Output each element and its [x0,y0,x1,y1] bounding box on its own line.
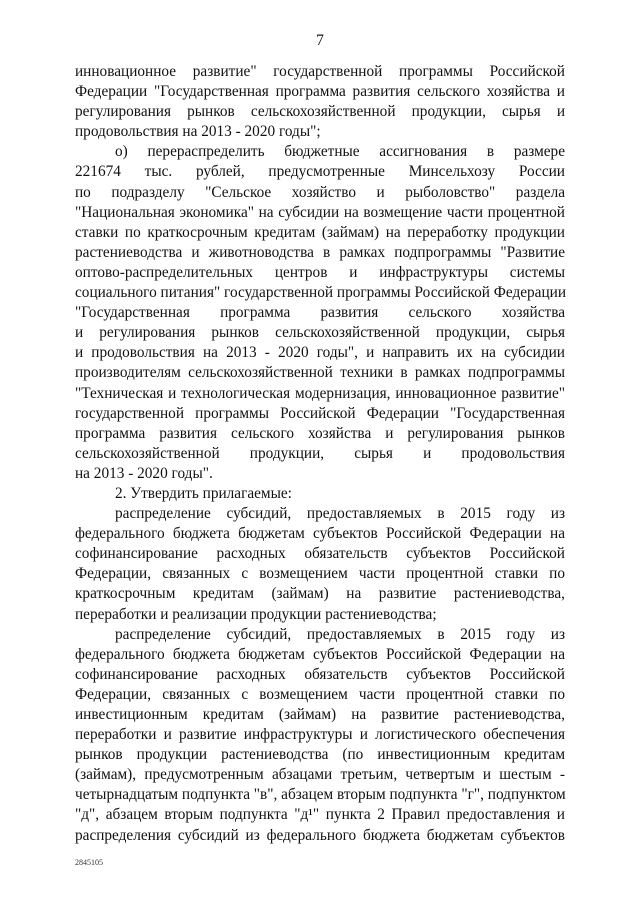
text-line: инвестиционным кредитам (займам) на развитие растениеводства, [75,706,565,723]
text-line: софинансирование расходных обязательств субъектов Российской [75,665,565,683]
text-line: рынков продукции растениеводства (по инвестиционным кредитам [75,746,565,764]
text-line: распределения субсидий из федерального бюджета бюджетам субъектов [75,826,565,844]
text-line: Федерации, связанных с возмещением части процентной ставки по [75,685,565,703]
text-line: растениеводства и животноводства в рамках подпрограммы "Развитие [75,243,565,261]
text-line: федерального бюджета бюджетам субъектов Российской Федерации на [75,645,565,663]
document-id: 2845105 [75,858,103,867]
text-line: федерального бюджета бюджетам субъектов Российской Федерации на [75,525,565,543]
text-line: социального питания" государственной программы Российской Федерации [75,284,567,302]
text-line: сельскохозяйственной продукции, сырья и продовольствия [75,444,565,462]
text-line: инновационное развитие" государственной программы Российской [75,63,565,80]
text-line: распределение субсидий, предоставляемых в 2015 году из [115,505,565,523]
text-line: ставки по краткосрочным кредитам (займам) на переработку продукции [75,223,565,241]
text-line: "Национальная экономика" на субсидии на возмещение части процентной [75,203,565,221]
text-line: о) перераспределить бюджетные ассигнования в размере [115,143,565,161]
text-line: переработки и реализации продукции растениеводства; [75,605,437,623]
text-line: оптово-распределительных центров и инфраструктуры системы [75,263,565,281]
text-line: по подразделу "Сельское хозяйство и рыболовство" раздела [75,183,565,201]
text-line: программа развития сельского хозяйства и регулирования рынков [75,424,565,442]
text-line: регулирования рынков сельскохозяйственной продукции, сырья и [75,103,565,121]
text-line: краткосрочным кредитам (займам) на развитие растениеводства, [75,585,565,603]
text-line: 2. Утвердить прилагаемые: [115,484,292,502]
text-line: государственной программы Российской Федерации "Государственная [75,404,565,422]
text-line: четырнадцатым подпункта "в", абзацем вторым подпункта "г", подпунктом [75,786,566,804]
text-line: на 2013 - 2020 годы". [75,464,213,482]
text-line: "Техническая и технологическая модернизация, инновационное развитие" [75,384,565,402]
text-line: Федерации "Государственная программа развития сельского хозяйства и [75,83,565,101]
text-line: 221674 тыс. рублей, предусмотренные Минсельхозу России [75,163,565,181]
text-line: производителям сельскохозяйственной техники в рамках подпрограммы [75,364,565,382]
text-line: и регулирования рынков сельскохозяйственной продукции, сырья [75,324,565,342]
page-number: 7 [316,32,324,49]
text-line: распределение субсидий, предоставляемых в 2015 году из [115,625,565,643]
text-line: "Государственная программа развития сельского хозяйства [75,304,565,322]
text-line: и продовольствия на 2013 - 2020 годы", и направить их на субсидии [75,344,565,362]
text-line: "д", абзацем вторым подпункта "д¹" пункта 2 Правил предоставления и [75,806,565,824]
text-line: переработки и развитие инфраструктуры и логистического обеспечения [75,726,565,744]
text-line: Федерации, связанных с возмещением части процентной ставки по [75,565,565,583]
text-line: софинансирование расходных обязательств субъектов Российской [75,545,565,563]
text-line: продовольствия на 2013 - 2020 годы"; [75,123,321,141]
text-line: (займам), предусмотренным абзацами третьим, четвертым и шестым - [75,766,565,784]
document-body [75,62,565,846]
